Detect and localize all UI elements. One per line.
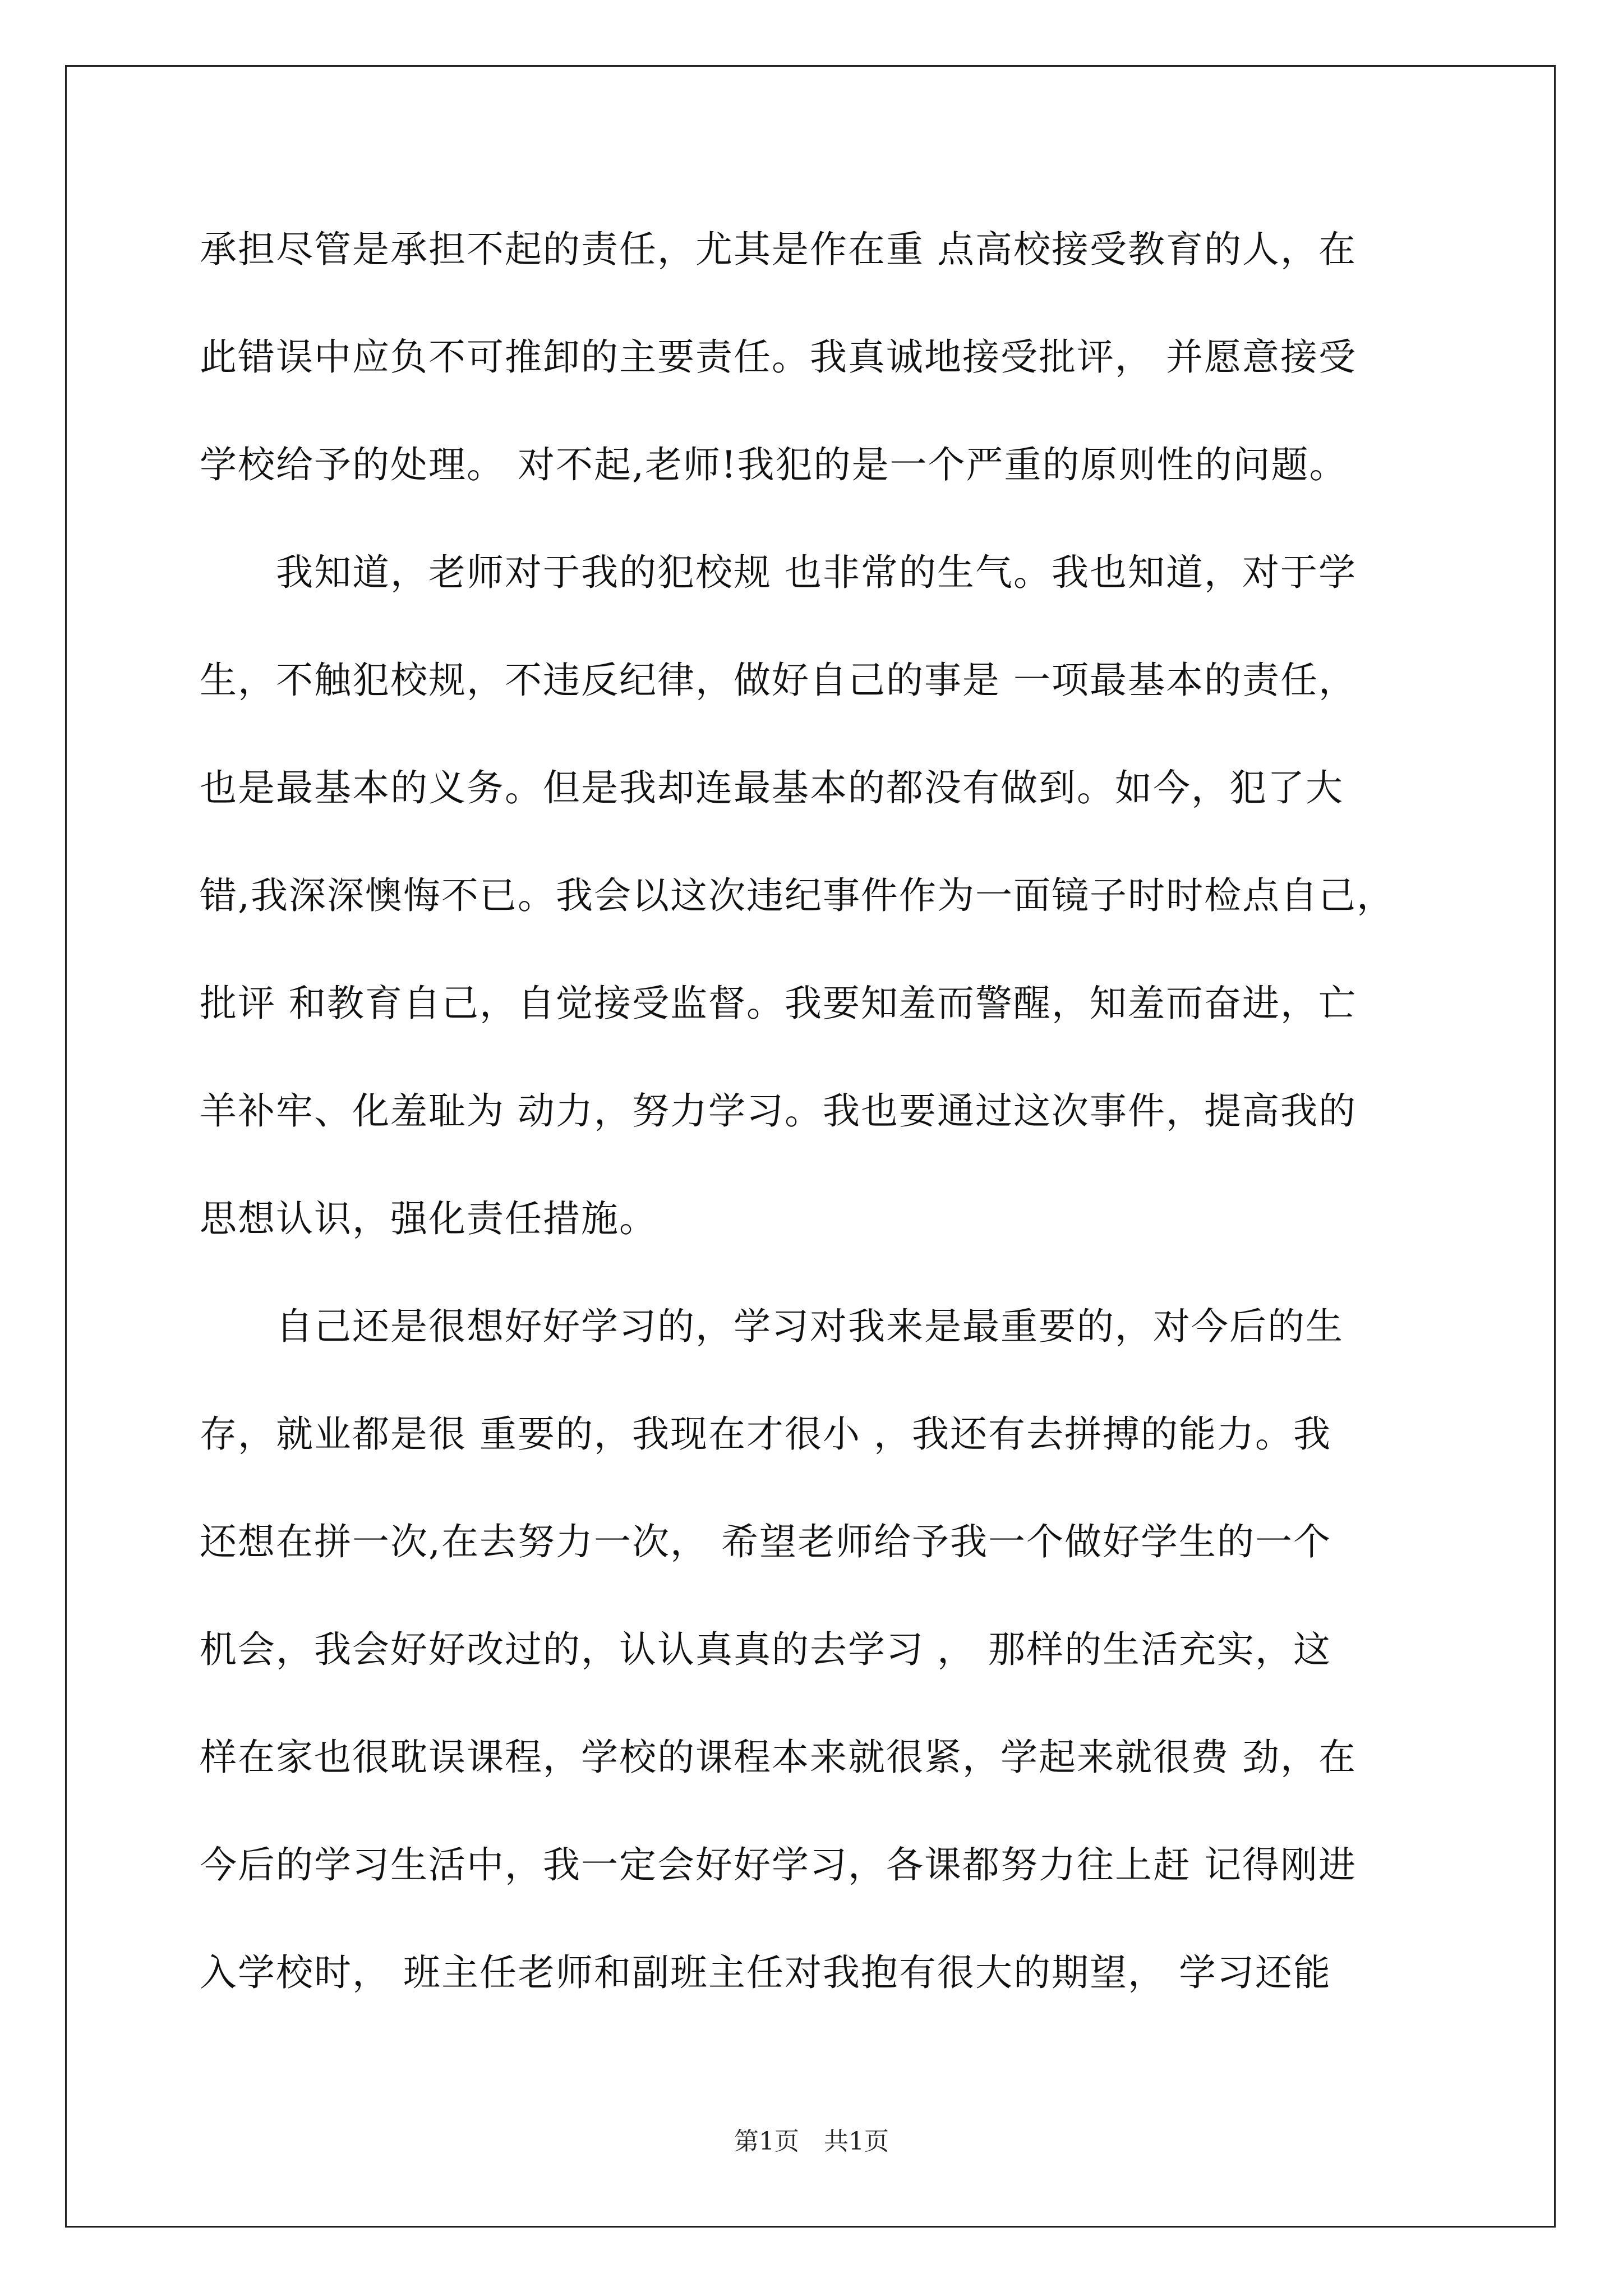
document-body [200, 219, 1433, 2050]
text-line: 样在家也很耽误课程，学校的课程本来就很紧，学起来就很费 劲，在 [200, 1736, 1357, 1779]
text-line: 也是最基本的义务。但是我却连最基本的都没有做到。如今，犯了大 [200, 766, 1344, 809]
text-line: 机会，我会好好改过的，认认真真的去学习 ， 那样的生活充实，这 [200, 1628, 1331, 1671]
text-line: 错,我深深懊悔不已。我会以这次违纪事件作为一面镜子时时检点自己， [200, 874, 1395, 917]
text-line: 还想在拼一次,在去努力一次， 希望老师给予我一个做好学生的一个 [200, 1520, 1331, 1563]
text-line: 生，不触犯校规，不违反纪律，做好自己的事是 一项最基本的责任， [200, 659, 1357, 702]
page-number-footer: 第1页 共1页 [734, 2127, 889, 2156]
text-line: 入学校时， 班主任老师和副班主任对我抱有很大的期望， 学习还能 [200, 1951, 1331, 1994]
text-line: 学校给予的处理。 对不起,老师!我犯的是一个严重的原则性的问题。 [200, 443, 1348, 486]
text-line: 羊补牢、化羞耻为 动力，努力学习。我也要通过这次事件，提高我的 [200, 1089, 1357, 1133]
text-line: 承担尽管是承担不起的责任，尤其是作在重 点高校接受教育的人，在 [200, 228, 1357, 271]
text-line: 我知道，老师对于我的犯校规 也非常的生气。我也知道，对于学 [200, 551, 1357, 594]
text-line: 存，就业都是很 重要的，我现在才很小 ，我还有去拼搏的能力。我 [200, 1412, 1331, 1456]
text-line: 批评 和教育自己，自觉接受监督。我要知羞而警醒，知羞而奋进，亡 [200, 982, 1357, 1025]
text-line: 思想认识，强化责任措施。 [200, 1197, 657, 1240]
text-line: 此错误中应负不可推卸的主要责任。我真诚地接受批评， 并愿意接受 [200, 335, 1357, 379]
text-line: 自己还是很想好好学习的，学习对我来是最重要的，对今后的生 [200, 1305, 1344, 1348]
text-line: 今后的学习生活中，我一定会好好学习，各课都努力往上赶 记得刚进 [200, 1843, 1357, 1887]
